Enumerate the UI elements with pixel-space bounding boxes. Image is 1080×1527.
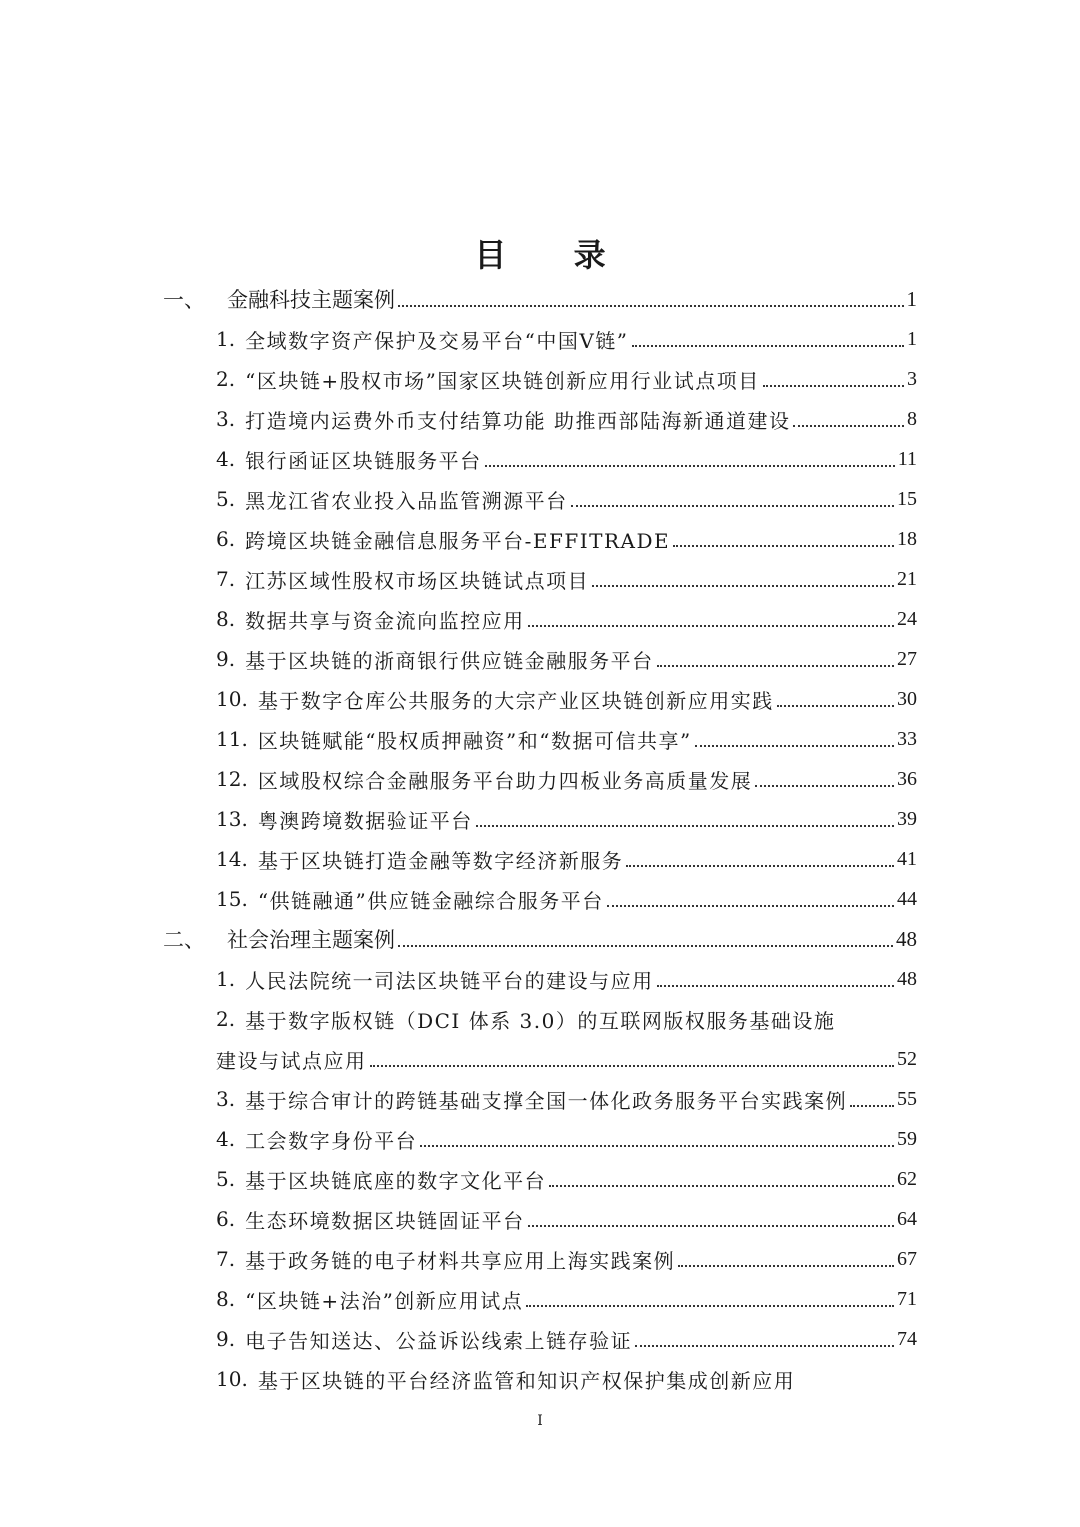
entry-label: 电子告知送达、公益诉讼线索上链存验证 xyxy=(245,1328,633,1353)
entry-label: 区域股权综合金融服务平台助力四板业务高质量发展 xyxy=(257,768,753,793)
entry-page-number: 48 xyxy=(897,967,917,990)
dot-leader xyxy=(607,904,894,907)
toc-entry[interactable] xyxy=(0,1199,1080,1239)
entry-label: 黑龙江省农业投入品监管溯源平台 xyxy=(245,488,568,513)
toc-entry[interactable] xyxy=(0,999,1080,1039)
entry-number: 5. xyxy=(216,1167,236,1191)
section-page-number: 1 xyxy=(906,286,917,311)
entry-page-number: 33 xyxy=(897,727,917,750)
toc-entry[interactable] xyxy=(0,1079,1080,1119)
dot-leader xyxy=(673,544,894,547)
dot-leader xyxy=(592,584,894,587)
dot-leader xyxy=(398,304,904,307)
entry-number: 7. xyxy=(216,1247,236,1271)
entry-page-number: 27 xyxy=(897,647,917,670)
entry-page-number: 3 xyxy=(907,367,917,390)
entry-page-number: 71 xyxy=(897,1287,917,1310)
section-label: 社会治理主题案例 xyxy=(227,928,395,952)
entry-label-continuation: 建设与试点应用 xyxy=(216,1048,367,1073)
entry-page-number: 67 xyxy=(897,1247,917,1270)
entry-label: “区块链+股权市场”国家区块链创新应用行业试点项目 xyxy=(245,368,760,393)
entry-page-number: 11 xyxy=(897,447,917,470)
dot-leader xyxy=(777,704,894,707)
toc-entry[interactable] xyxy=(0,719,1080,759)
dot-leader xyxy=(549,1184,894,1187)
entry-page-number: 8 xyxy=(907,407,917,430)
dot-leader xyxy=(420,1144,894,1147)
entry-label: 区块链赋能“股权质押融资”和“数据可信共享” xyxy=(257,728,692,753)
entry-page-number: 62 xyxy=(897,1167,917,1190)
dot-leader xyxy=(793,424,904,427)
entry-number: 11. xyxy=(216,727,248,751)
dot-leader xyxy=(657,984,894,987)
entry-page-number: 18 xyxy=(897,527,917,550)
dot-leader xyxy=(485,464,895,467)
entry-label: “区块链+法治”创新应用试点 xyxy=(245,1288,524,1313)
entry-number: 9. xyxy=(216,1327,236,1351)
entry-page-number: 59 xyxy=(897,1127,917,1150)
toc-section-heading[interactable] xyxy=(0,279,1080,319)
entry-label: 基于综合审计的跨链基础支撑全国一体化政务服务平台实践案例 xyxy=(245,1088,848,1113)
entry-page-number: 55 xyxy=(897,1087,917,1110)
table-of-contents xyxy=(0,279,1080,1399)
entry-label: 工会数字身份平台 xyxy=(245,1128,418,1153)
toc-entry[interactable] xyxy=(0,679,1080,719)
section-label: 金融科技主题案例 xyxy=(227,288,395,312)
dot-leader xyxy=(571,504,894,507)
page-number-footer: I xyxy=(537,1413,543,1429)
entry-page-number: 74 xyxy=(897,1327,917,1350)
toc-entry[interactable] xyxy=(0,319,1080,359)
entry-number: 13. xyxy=(216,807,248,831)
entry-label: 基于区块链的浙商银行供应链金融服务平台 xyxy=(245,648,654,673)
entry-label: 生态环境数据区块链固证平台 xyxy=(245,1208,525,1233)
entry-label: 粤澳跨境数据验证平台 xyxy=(257,808,473,833)
toc-section-heading[interactable] xyxy=(0,919,1080,959)
toc-entry[interactable] xyxy=(0,599,1080,639)
dot-leader xyxy=(850,1104,894,1107)
entry-label: 基于区块链打造金融等数字经济新服务 xyxy=(257,848,624,873)
entry-label: 基于区块链底座的数字文化平台 xyxy=(245,1168,547,1193)
entry-number: 15. xyxy=(216,887,248,911)
toc-entry[interactable] xyxy=(0,1279,1080,1319)
section-page-number: 48 xyxy=(896,926,917,951)
toc-entry[interactable] xyxy=(0,439,1080,479)
toc-entry[interactable] xyxy=(0,1119,1080,1159)
dot-leader xyxy=(678,1264,894,1267)
toc-entry[interactable] xyxy=(0,1159,1080,1199)
dot-leader xyxy=(763,384,904,387)
entry-page-number: 21 xyxy=(897,567,917,590)
dot-leader xyxy=(755,784,894,787)
entry-number: 10. xyxy=(216,1367,248,1391)
toc-entry[interactable] xyxy=(0,399,1080,439)
dot-leader xyxy=(370,1064,895,1067)
dot-leader xyxy=(476,824,894,827)
entry-label: 数据共享与资金流向监控应用 xyxy=(245,608,525,633)
dot-leader xyxy=(528,624,894,627)
entry-label: 江苏区域性股权市场区块链试点项目 xyxy=(245,568,590,593)
entry-page-number: 15 xyxy=(897,487,917,510)
dot-leader xyxy=(398,944,893,947)
dot-leader xyxy=(526,1304,894,1307)
dot-leader xyxy=(632,344,905,347)
toc-entry[interactable] xyxy=(0,359,1080,399)
toc-entry[interactable] xyxy=(0,1319,1080,1359)
toc-entry[interactable] xyxy=(0,879,1080,919)
toc-entry-continuation[interactable] xyxy=(0,1039,1080,1079)
entry-number: 8. xyxy=(216,607,236,631)
toc-entry[interactable] xyxy=(0,959,1080,999)
entry-number: 1. xyxy=(216,967,236,991)
page-title: 目 录 xyxy=(474,236,634,274)
toc-entry[interactable] xyxy=(0,519,1080,559)
entry-number: 8. xyxy=(216,1287,236,1311)
toc-entry[interactable] xyxy=(0,799,1080,839)
entry-page-number: 41 xyxy=(897,847,917,870)
entry-number: 14. xyxy=(216,847,248,871)
entry-number: 10. xyxy=(216,687,248,711)
entry-number: 5. xyxy=(216,487,236,511)
entry-number: 7. xyxy=(216,567,236,591)
toc-entry[interactable] xyxy=(0,839,1080,879)
dot-leader xyxy=(635,1344,894,1347)
entry-number: 1. xyxy=(216,327,236,351)
entry-page-number: 64 xyxy=(897,1207,917,1230)
entry-label: “供链融通”供应链金融综合服务平台 xyxy=(257,888,604,913)
dot-leader xyxy=(695,744,894,747)
entry-label: 银行函证区块链服务平台 xyxy=(245,448,482,473)
entry-number: 6. xyxy=(216,1207,236,1231)
entry-page-number: 39 xyxy=(897,807,917,830)
entry-number: 3. xyxy=(216,1087,236,1111)
entry-number: 12. xyxy=(216,767,248,791)
entry-label: 跨境区块链金融信息服务平台-EFFITRADE xyxy=(245,528,671,553)
entry-page-number: 1 xyxy=(907,327,917,350)
entry-number: 3. xyxy=(216,407,236,431)
dot-leader xyxy=(657,664,894,667)
entry-label: 全域数字资产保护及交易平台“中国V链” xyxy=(245,328,629,353)
toc-entry[interactable] xyxy=(0,559,1080,599)
entry-number: 2. xyxy=(216,367,236,391)
entry-label: 基于数字仓库公共服务的大宗产业区块链创新应用实践 xyxy=(257,688,774,713)
section-number: 一、 xyxy=(163,288,205,312)
entry-number: 2. xyxy=(216,1007,236,1031)
entry-number: 4. xyxy=(216,1127,236,1151)
entry-number: 9. xyxy=(216,647,236,671)
entry-label: 基于政务链的电子材料共享应用上海实践案例 xyxy=(245,1248,676,1273)
entry-page-number: 24 xyxy=(897,607,917,630)
section-number: 二、 xyxy=(163,928,205,952)
entry-label: 基于区块链的平台经济监管和知识产权保护集成创新应用 xyxy=(257,1368,796,1393)
entry-label: 人民法院统一司法区块链平台的建设与应用 xyxy=(245,968,654,993)
entry-page-number: 52 xyxy=(897,1047,917,1070)
dot-leader xyxy=(528,1224,894,1227)
toc-entry[interactable] xyxy=(0,639,1080,679)
entry-number: 6. xyxy=(216,527,236,551)
entry-page-number: 44 xyxy=(897,887,917,910)
entry-label: 基于数字版权链（DCI 体系 3.0）的互联网版权服务基础设施 xyxy=(245,1008,836,1033)
entry-page-number: 36 xyxy=(897,767,917,790)
dot-leader xyxy=(626,864,894,867)
entry-label: 打造境内运费外币支付结算功能 助推西部陆海新通道建设 xyxy=(245,408,791,433)
toc-entry[interactable] xyxy=(0,759,1080,799)
entry-page-number: 30 xyxy=(897,687,917,710)
toc-entry[interactable] xyxy=(0,479,1080,519)
toc-entry[interactable] xyxy=(0,1239,1080,1279)
entry-number: 4. xyxy=(216,447,236,471)
toc-entry[interactable] xyxy=(0,1359,1080,1399)
